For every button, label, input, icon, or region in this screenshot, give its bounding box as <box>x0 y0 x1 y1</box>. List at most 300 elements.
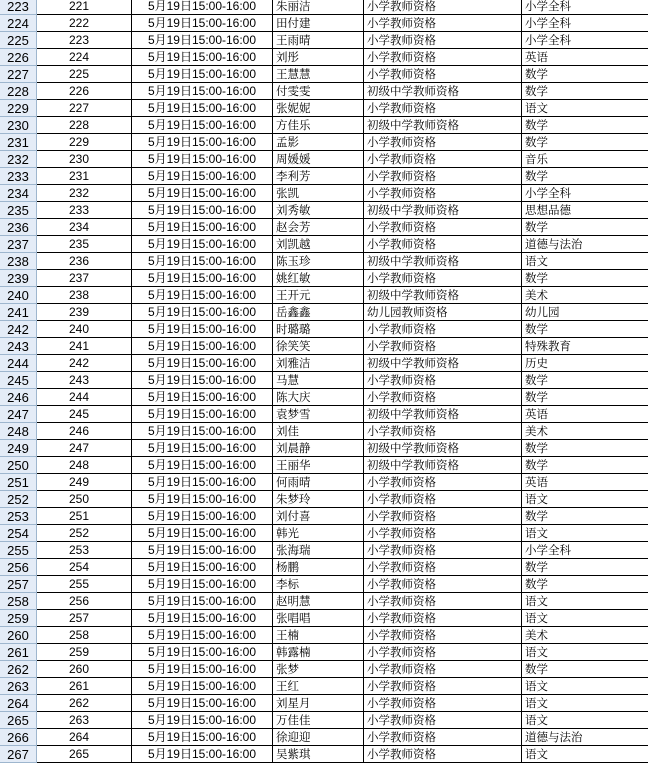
cell-subject[interactable]: 语文 <box>522 644 648 661</box>
cell-exam-time[interactable]: 5月19日15:00-16:00 <box>132 440 273 457</box>
table-row <box>0 661 648 678</box>
cell-exam-time[interactable]: 5月19日15:00-16:00 <box>132 15 273 32</box>
cell-subject[interactable]: 英语 <box>522 406 648 423</box>
cell-name[interactable]: 刘彤 <box>273 49 364 66</box>
cell-qualification[interactable]: 小学教师资格 <box>364 49 522 66</box>
cell-exam-time[interactable]: 5月19日15:00-16:00 <box>132 678 273 695</box>
cell-number[interactable]: 241 <box>37 338 132 355</box>
cell-exam-time[interactable]: 5月19日15:00-16:00 <box>132 236 273 253</box>
cell-name[interactable]: 刘凯越 <box>273 236 364 253</box>
table-row <box>0 440 648 457</box>
row-header[interactable]: 260 <box>0 627 37 644</box>
table-row <box>0 610 648 627</box>
table-row <box>0 270 648 287</box>
cell-exam-time[interactable]: 5月19日15:00-16:00 <box>132 32 273 49</box>
cell-exam-time[interactable]: 5月19日15:00-16:00 <box>132 627 273 644</box>
cell-subject[interactable]: 英语 <box>522 474 648 491</box>
cell-name[interactable]: 田付建 <box>273 15 364 32</box>
cell-number[interactable]: 246 <box>37 423 132 440</box>
cell-subject[interactable]: 数学 <box>522 321 648 338</box>
table-row <box>0 151 648 168</box>
cell-qualification[interactable]: 幼儿园教师资格 <box>364 304 522 321</box>
cell-qualification[interactable]: 小学教师资格 <box>364 610 522 627</box>
cell-exam-time[interactable]: 5月19日15:00-16:00 <box>132 372 273 389</box>
cell-subject[interactable]: 幼儿园 <box>522 304 648 321</box>
cell-qualification[interactable]: 小学教师资格 <box>364 474 522 491</box>
cell-name[interactable]: 周媛媛 <box>273 151 364 168</box>
cell-name[interactable]: 万佳佳 <box>273 712 364 729</box>
cell-exam-time[interactable]: 5月19日15:00-16:00 <box>132 168 273 185</box>
cell-exam-time[interactable]: 5月19日15:00-16:00 <box>132 304 273 321</box>
cell-subject[interactable]: 小学全科 <box>522 0 648 15</box>
cell-number[interactable]: 244 <box>37 389 132 406</box>
cell-exam-time[interactable]: 5月19日15:00-16:00 <box>132 66 273 83</box>
cell-qualification[interactable]: 初级中学教师资格 <box>364 202 522 219</box>
cell-exam-time[interactable]: 5月19日15:00-16:00 <box>132 253 273 270</box>
cell-subject[interactable]: 数学 <box>522 66 648 83</box>
table-row <box>0 15 648 32</box>
cell-number[interactable]: 233 <box>37 202 132 219</box>
cell-name[interactable]: 时璐璐 <box>273 321 364 338</box>
cell-exam-time[interactable]: 5月19日15:00-16:00 <box>132 355 273 372</box>
table-row <box>0 559 648 576</box>
cell-number[interactable]: 240 <box>37 321 132 338</box>
cell-subject[interactable]: 数学 <box>522 83 648 100</box>
table-row <box>0 389 648 406</box>
row-header[interactable]: 267 <box>0 746 37 763</box>
table-row <box>0 695 648 712</box>
cell-name[interactable]: 徐迎迎 <box>273 729 364 746</box>
row-header[interactable]: 233 <box>0 168 37 185</box>
cell-name[interactable]: 徐笑笑 <box>273 338 364 355</box>
cell-qualification[interactable]: 小学教师资格 <box>364 66 522 83</box>
cell-qualification[interactable]: 小学教师资格 <box>364 695 522 712</box>
table-row <box>0 287 648 304</box>
cell-exam-time[interactable]: 5月19日15:00-16:00 <box>132 576 273 593</box>
cell-qualification[interactable]: 初级中学教师资格 <box>364 83 522 100</box>
row-header[interactable]: 248 <box>0 423 37 440</box>
cell-exam-time[interactable]: 5月19日15:00-16:00 <box>132 338 273 355</box>
cell-subject[interactable]: 语文 <box>522 491 648 508</box>
cell-exam-time[interactable]: 5月19日15:00-16:00 <box>132 644 273 661</box>
cell-subject[interactable]: 数学 <box>522 168 648 185</box>
row-header[interactable]: 235 <box>0 202 37 219</box>
row-header[interactable]: 263 <box>0 678 37 695</box>
row-header[interactable]: 247 <box>0 406 37 423</box>
cell-qualification[interactable]: 小学教师资格 <box>364 576 522 593</box>
cell-number[interactable]: 265 <box>37 746 132 763</box>
cell-subject[interactable]: 道德与法治 <box>522 236 648 253</box>
cell-number[interactable]: 259 <box>37 644 132 661</box>
cell-exam-time[interactable]: 5月19日15:00-16:00 <box>132 457 273 474</box>
cell-exam-time[interactable]: 5月19日15:00-16:00 <box>132 746 273 763</box>
row-header[interactable]: 231 <box>0 134 37 151</box>
cell-exam-time[interactable]: 5月19日15:00-16:00 <box>132 593 273 610</box>
table-row <box>0 678 648 695</box>
cell-name[interactable]: 张唱唱 <box>273 610 364 627</box>
cell-exam-time[interactable]: 5月19日15:00-16:00 <box>132 287 273 304</box>
cell-qualification[interactable]: 小学教师资格 <box>364 712 522 729</box>
cell-exam-time[interactable]: 5月19日15:00-16:00 <box>132 117 273 134</box>
cell-number[interactable]: 237 <box>37 270 132 287</box>
cell-number[interactable]: 232 <box>37 185 132 202</box>
row-header[interactable]: 258 <box>0 593 37 610</box>
cell-number[interactable]: 254 <box>37 559 132 576</box>
cell-name[interactable]: 刘秀敏 <box>273 202 364 219</box>
cell-subject[interactable]: 语文 <box>522 610 648 627</box>
cell-subject[interactable]: 小学全科 <box>522 185 648 202</box>
cell-number[interactable]: 249 <box>37 474 132 491</box>
row-header[interactable]: 237 <box>0 236 37 253</box>
cell-qualification[interactable]: 小学教师资格 <box>364 372 522 389</box>
row-header[interactable]: 227 <box>0 66 37 83</box>
cell-subject[interactable]: 美术 <box>522 423 648 440</box>
row-header[interactable]: 223 <box>0 0 37 15</box>
row-header[interactable]: 264 <box>0 695 37 712</box>
table-row <box>0 508 648 525</box>
cell-name[interactable]: 刘雅洁 <box>273 355 364 372</box>
cell-qualification[interactable]: 小学教师资格 <box>364 559 522 576</box>
cell-exam-time[interactable]: 5月19日15:00-16:00 <box>132 406 273 423</box>
cell-qualification[interactable]: 小学教师资格 <box>364 270 522 287</box>
cell-exam-time[interactable]: 5月19日15:00-16:00 <box>132 49 273 66</box>
table-row <box>0 474 648 491</box>
cell-name[interactable]: 杨鹏 <box>273 559 364 576</box>
cell-qualification[interactable]: 小学教师资格 <box>364 491 522 508</box>
cell-exam-time[interactable]: 5月19日15:00-16:00 <box>132 542 273 559</box>
cell-name[interactable]: 吴紫琪 <box>273 746 364 763</box>
table-row <box>0 253 648 270</box>
row-header[interactable]: 257 <box>0 576 37 593</box>
cell-number[interactable]: 264 <box>37 729 132 746</box>
row-header[interactable]: 261 <box>0 644 37 661</box>
cell-name[interactable]: 王开元 <box>273 287 364 304</box>
cell-number[interactable]: 251 <box>37 508 132 525</box>
cell-name[interactable]: 刘付喜 <box>273 508 364 525</box>
cell-name[interactable]: 赵明慧 <box>273 593 364 610</box>
cell-exam-time[interactable]: 5月19日15:00-16:00 <box>132 525 273 542</box>
cell-subject[interactable]: 数学 <box>522 508 648 525</box>
cell-number[interactable]: 255 <box>37 576 132 593</box>
cell-name[interactable]: 王雨晴 <box>273 32 364 49</box>
cell-exam-time[interactable]: 5月19日15:00-16:00 <box>132 83 273 100</box>
row-header[interactable]: 254 <box>0 525 37 542</box>
cell-name[interactable]: 朱梦玲 <box>273 491 364 508</box>
cell-qualification[interactable]: 初级中学教师资格 <box>364 117 522 134</box>
cell-number[interactable]: 260 <box>37 661 132 678</box>
cell-subject[interactable]: 语文 <box>522 678 648 695</box>
cell-subject[interactable]: 语文 <box>522 253 648 270</box>
cell-name[interactable]: 岳鑫鑫 <box>273 304 364 321</box>
cell-number[interactable]: 245 <box>37 406 132 423</box>
table-row <box>0 406 648 423</box>
cell-qualification[interactable]: 小学教师资格 <box>364 644 522 661</box>
cell-subject[interactable]: 数学 <box>522 389 648 406</box>
cell-name[interactable]: 韩露楠 <box>273 644 364 661</box>
cell-exam-time[interactable]: 5月19日15:00-16:00 <box>132 729 273 746</box>
row-header[interactable]: 226 <box>0 49 37 66</box>
row-header[interactable]: 255 <box>0 542 37 559</box>
cell-subject[interactable]: 小学全科 <box>522 32 648 49</box>
cell-name[interactable]: 张凯 <box>273 185 364 202</box>
cell-number[interactable]: 242 <box>37 355 132 372</box>
cell-exam-time[interactable]: 5月19日15:00-16:00 <box>132 202 273 219</box>
row-header[interactable]: 249 <box>0 440 37 457</box>
row-header[interactable]: 252 <box>0 491 37 508</box>
cell-qualification[interactable]: 初级中学教师资格 <box>364 355 522 372</box>
row-header[interactable]: 225 <box>0 32 37 49</box>
cell-subject[interactable]: 美术 <box>522 287 648 304</box>
row-header[interactable]: 262 <box>0 661 37 678</box>
cell-subject[interactable]: 美术 <box>522 627 648 644</box>
cell-qualification[interactable]: 小学教师资格 <box>364 627 522 644</box>
cell-qualification[interactable]: 小学教师资格 <box>364 15 522 32</box>
cell-name[interactable]: 王红 <box>273 678 364 695</box>
cell-subject[interactable]: 数学 <box>522 440 648 457</box>
cell-number[interactable]: 234 <box>37 219 132 236</box>
table-row <box>0 321 648 338</box>
cell-qualification[interactable]: 小学教师资格 <box>364 542 522 559</box>
cell-number[interactable]: 243 <box>37 372 132 389</box>
cell-number[interactable]: 229 <box>37 134 132 151</box>
table-row <box>0 576 648 593</box>
cell-number[interactable]: 228 <box>37 117 132 134</box>
table-row <box>0 236 648 253</box>
cell-number[interactable]: 235 <box>37 236 132 253</box>
cell-number[interactable]: 258 <box>37 627 132 644</box>
cell-subject[interactable]: 语文 <box>522 100 648 117</box>
row-header[interactable]: 256 <box>0 559 37 576</box>
cell-exam-time[interactable]: 5月19日15:00-16:00 <box>132 508 273 525</box>
cell-exam-time[interactable]: 5月19日15:00-16:00 <box>132 100 273 117</box>
cell-number[interactable]: 257 <box>37 610 132 627</box>
cell-number[interactable]: 236 <box>37 253 132 270</box>
cell-qualification[interactable]: 小学教师资格 <box>364 185 522 202</box>
cell-qualification[interactable]: 小学教师资格 <box>364 389 522 406</box>
cell-subject[interactable]: 小学全科 <box>522 15 648 32</box>
cell-exam-time[interactable]: 5月19日15:00-16:00 <box>132 491 273 508</box>
row-header[interactable]: 236 <box>0 219 37 236</box>
table-row <box>0 304 648 321</box>
cell-name[interactable]: 王慧慧 <box>273 66 364 83</box>
cell-name[interactable]: 付雯雯 <box>273 83 364 100</box>
cell-exam-time[interactable]: 5月19日15:00-16:00 <box>132 423 273 440</box>
cell-number[interactable]: 222 <box>37 15 132 32</box>
row-header[interactable]: 265 <box>0 712 37 729</box>
table-row <box>0 593 648 610</box>
cell-exam-time[interactable]: 5月19日15:00-16:00 <box>132 0 273 15</box>
row-header[interactable]: 242 <box>0 321 37 338</box>
cell-qualification[interactable]: 小学教师资格 <box>364 508 522 525</box>
cell-subject[interactable]: 历史 <box>522 355 648 372</box>
cell-exam-time[interactable]: 5月19日15:00-16:00 <box>132 270 273 287</box>
cell-name[interactable]: 张海瑞 <box>273 542 364 559</box>
cell-exam-time[interactable]: 5月19日15:00-16:00 <box>132 610 273 627</box>
cell-qualification[interactable]: 小学教师资格 <box>364 423 522 440</box>
cell-number[interactable]: 223 <box>37 32 132 49</box>
cell-subject[interactable]: 小学全科 <box>522 542 648 559</box>
cell-subject[interactable]: 数学 <box>522 219 648 236</box>
cell-name[interactable]: 张妮妮 <box>273 100 364 117</box>
row-header[interactable]: 245 <box>0 372 37 389</box>
cell-name[interactable]: 方佳乐 <box>273 117 364 134</box>
table-row <box>0 457 648 474</box>
cell-qualification[interactable]: 小学教师资格 <box>364 661 522 678</box>
cell-exam-time[interactable]: 5月19日15:00-16:00 <box>132 695 273 712</box>
cell-qualification[interactable]: 小学教师资格 <box>364 32 522 49</box>
cell-qualification[interactable]: 小学教师资格 <box>364 525 522 542</box>
cell-qualification[interactable]: 小学教师资格 <box>364 219 522 236</box>
row-header[interactable]: 232 <box>0 151 37 168</box>
table-row <box>0 117 648 134</box>
cell-name[interactable]: 李标 <box>273 576 364 593</box>
row-header[interactable]: 253 <box>0 508 37 525</box>
cell-qualification[interactable]: 初级中学教师资格 <box>364 406 522 423</box>
row-header[interactable]: 234 <box>0 185 37 202</box>
cell-subject[interactable]: 数学 <box>522 372 648 389</box>
cell-subject[interactable]: 特殊教育 <box>522 338 648 355</box>
cell-name[interactable]: 袁梦雪 <box>273 406 364 423</box>
cell-number[interactable]: 256 <box>37 593 132 610</box>
cell-subject[interactable]: 音乐 <box>522 151 648 168</box>
cell-subject[interactable]: 语文 <box>522 712 648 729</box>
cell-subject[interactable]: 数学 <box>522 457 648 474</box>
cell-subject[interactable]: 语文 <box>522 525 648 542</box>
row-header[interactable]: 250 <box>0 457 37 474</box>
cell-name[interactable]: 朱丽洁 <box>273 0 364 15</box>
table-row <box>0 491 648 508</box>
cell-name[interactable]: 王丽华 <box>273 457 364 474</box>
cell-subject[interactable]: 语文 <box>522 695 648 712</box>
cell-qualification[interactable]: 初级中学教师资格 <box>364 440 522 457</box>
cell-subject[interactable]: 数学 <box>522 559 648 576</box>
row-header[interactable]: 228 <box>0 83 37 100</box>
cell-subject[interactable]: 数学 <box>522 576 648 593</box>
cell-name[interactable]: 刘星月 <box>273 695 364 712</box>
cell-number[interactable]: 262 <box>37 695 132 712</box>
row-header[interactable]: 246 <box>0 389 37 406</box>
cell-qualification[interactable]: 小学教师资格 <box>364 678 522 695</box>
cell-name[interactable]: 赵会芳 <box>273 219 364 236</box>
cell-qualification[interactable]: 初级中学教师资格 <box>364 457 522 474</box>
cell-subject[interactable]: 道德与法治 <box>522 729 648 746</box>
cell-name[interactable]: 韩光 <box>273 525 364 542</box>
cell-qualification[interactable]: 初级中学教师资格 <box>364 287 522 304</box>
cell-subject[interactable]: 数学 <box>522 117 648 134</box>
cell-name[interactable]: 陈玉珍 <box>273 253 364 270</box>
cell-qualification[interactable]: 小学教师资格 <box>364 729 522 746</box>
table-row <box>0 627 648 644</box>
cell-name[interactable]: 王楠 <box>273 627 364 644</box>
row-header[interactable]: 251 <box>0 474 37 491</box>
cell-name[interactable]: 孟影 <box>273 134 364 151</box>
cell-number[interactable]: 248 <box>37 457 132 474</box>
cell-number[interactable]: 224 <box>37 49 132 66</box>
cell-name[interactable]: 陈大庆 <box>273 389 364 406</box>
row-header[interactable]: 239 <box>0 270 37 287</box>
cell-subject[interactable]: 语文 <box>522 593 648 610</box>
cell-number[interactable]: 239 <box>37 304 132 321</box>
cell-exam-time[interactable]: 5月19日15:00-16:00 <box>132 321 273 338</box>
cell-number[interactable]: 231 <box>37 168 132 185</box>
cell-exam-time[interactable]: 5月19日15:00-16:00 <box>132 219 273 236</box>
cell-exam-time[interactable]: 5月19日15:00-16:00 <box>132 712 273 729</box>
cell-subject[interactable]: 数学 <box>522 270 648 287</box>
cell-qualification[interactable]: 初级中学教师资格 <box>364 253 522 270</box>
cell-name[interactable]: 李利芳 <box>273 168 364 185</box>
cell-qualification[interactable]: 小学教师资格 <box>364 0 522 15</box>
cell-number[interactable]: 247 <box>37 440 132 457</box>
cell-exam-time[interactable]: 5月19日15:00-16:00 <box>132 389 273 406</box>
table-row <box>0 542 648 559</box>
cell-number[interactable]: 230 <box>37 151 132 168</box>
table-row <box>0 32 648 49</box>
cell-subject[interactable]: 英语 <box>522 49 648 66</box>
cell-number[interactable]: 250 <box>37 491 132 508</box>
row-header[interactable]: 238 <box>0 253 37 270</box>
cell-number[interactable]: 252 <box>37 525 132 542</box>
cell-number[interactable]: 253 <box>37 542 132 559</box>
cell-number[interactable]: 227 <box>37 100 132 117</box>
cell-exam-time[interactable]: 5月19日15:00-16:00 <box>132 185 273 202</box>
table-row <box>0 49 648 66</box>
cell-subject[interactable]: 数学 <box>522 661 648 678</box>
cell-number[interactable]: 261 <box>37 678 132 695</box>
cell-qualification[interactable]: 小学教师资格 <box>364 746 522 763</box>
cell-exam-time[interactable]: 5月19日15:00-16:00 <box>132 474 273 491</box>
cell-subject[interactable]: 思想品德 <box>522 202 648 219</box>
cell-subject[interactable]: 数学 <box>522 134 648 151</box>
row-header[interactable]: 266 <box>0 729 37 746</box>
cell-qualification[interactable]: 小学教师资格 <box>364 151 522 168</box>
row-header[interactable]: 241 <box>0 304 37 321</box>
cell-name[interactable]: 刘佳 <box>273 423 364 440</box>
cell-qualification[interactable]: 小学教师资格 <box>364 593 522 610</box>
cell-exam-time[interactable]: 5月19日15:00-16:00 <box>132 134 273 151</box>
table-row <box>0 168 648 185</box>
row-header[interactable]: 243 <box>0 338 37 355</box>
cell-subject[interactable]: 语文 <box>522 746 648 763</box>
row-header[interactable]: 229 <box>0 100 37 117</box>
table-row <box>0 134 648 151</box>
cell-qualification[interactable]: 小学教师资格 <box>364 100 522 117</box>
row-header[interactable]: 244 <box>0 355 37 372</box>
cell-exam-time[interactable]: 5月19日15:00-16:00 <box>132 661 273 678</box>
cell-qualification[interactable]: 小学教师资格 <box>364 236 522 253</box>
cell-number[interactable]: 221 <box>37 0 132 15</box>
cell-name[interactable]: 张梦 <box>273 661 364 678</box>
cell-qualification[interactable]: 小学教师资格 <box>364 168 522 185</box>
table-row <box>0 372 648 389</box>
row-header[interactable]: 240 <box>0 287 37 304</box>
row-header[interactable]: 224 <box>0 15 37 32</box>
cell-number[interactable]: 263 <box>37 712 132 729</box>
cell-exam-time[interactable]: 5月19日15:00-16:00 <box>132 559 273 576</box>
cell-qualification[interactable]: 小学教师资格 <box>364 321 522 338</box>
cell-qualification[interactable]: 小学教师资格 <box>364 134 522 151</box>
cell-qualification[interactable]: 小学教师资格 <box>364 338 522 355</box>
cell-number[interactable]: 226 <box>37 83 132 100</box>
cell-number[interactable]: 238 <box>37 287 132 304</box>
cell-exam-time[interactable]: 5月19日15:00-16:00 <box>132 151 273 168</box>
cell-name[interactable]: 刘晨静 <box>273 440 364 457</box>
cell-name[interactable]: 姚红敏 <box>273 270 364 287</box>
row-header[interactable]: 230 <box>0 117 37 134</box>
cell-name[interactable]: 马慧 <box>273 372 364 389</box>
row-header[interactable]: 259 <box>0 610 37 627</box>
cell-name[interactable]: 何雨晴 <box>273 474 364 491</box>
cell-number[interactable]: 225 <box>37 66 132 83</box>
